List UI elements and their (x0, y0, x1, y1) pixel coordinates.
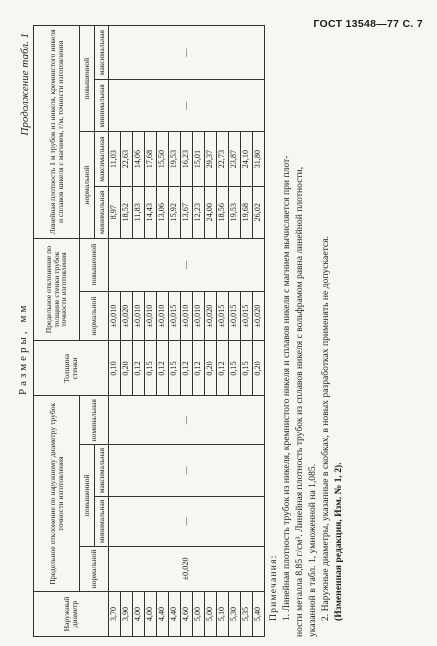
header-dia-inc-minimal: минимальная (95, 497, 109, 547)
cell-dia-dev-inc-max: — (109, 445, 265, 497)
cell-density-min: 15,92 (169, 186, 181, 238)
header-wall-thickness: Толщина стенки (34, 341, 109, 396)
cell-density-min: 18,56 (217, 186, 229, 238)
cell-diameter: 5,35 (241, 592, 253, 637)
cell-diameter: 5,00 (205, 592, 217, 637)
cell-diameter: 4,60 (181, 592, 193, 637)
header-density-inc-maximal: максимальная (95, 26, 109, 80)
note-1-line-3: указанной в табл. 1, умноженной на 1,085. (307, 463, 318, 637)
header-density-normal: нормальной (80, 132, 95, 238)
cell-density-max: 11,03 (109, 132, 121, 186)
cell-density-min: 11,83 (133, 186, 145, 238)
notes-title: Примечания: (268, 554, 279, 621)
cell-wall-dev-normal: ±0,020 (205, 291, 217, 341)
header-wall-increased: повышенной (80, 238, 109, 291)
note-1-line-1: 1. Линейная плотность трубок из никеля, кремнистого никеля и сплавов никеля с магнием вычисляется при плот- (281, 155, 292, 621)
cell-density-max: 31,80 (253, 132, 265, 186)
note-2: 2. Наружные диаметры, указанные в скобках, в новых разработках применять не допускается. (320, 236, 331, 621)
cell-density-max: 15,50 (157, 132, 169, 186)
cell-density-min: 8,97 (109, 186, 121, 238)
cell-wall: 0,15 (145, 341, 157, 396)
cell-diameter: 4,40 (157, 592, 169, 637)
cell-wall: 0,20 (253, 341, 265, 396)
cell-density-max: 17,68 (145, 132, 157, 186)
cell-density-min: 13,06 (157, 186, 169, 238)
cell-density-max: 22,63 (121, 132, 133, 186)
cell-wall: 0,10 (109, 341, 121, 396)
cell-density-max: 15,01 (193, 132, 205, 186)
cell-dia-dev-inc-min: — (109, 497, 265, 547)
header-wall-normal: нормальной (80, 291, 109, 341)
header-dia-inc-maximal: максимальная (95, 445, 109, 497)
cell-density-max: 19,53 (169, 132, 181, 186)
edition-note: (Измененная редакция, Изм. № 1, 2). (333, 462, 344, 621)
header-density-inc-minimal: минимальная (95, 80, 109, 132)
cell-diameter: 4,00 (133, 592, 145, 637)
cell-density-inc-min: — (109, 80, 265, 132)
cell-wall: 0,15 (229, 341, 241, 396)
notes-block (267, 25, 345, 637)
cell-density-min: 14,43 (145, 186, 157, 238)
cell-density-min: 24,00 (205, 186, 217, 238)
header-dia-nominal: номинальная (80, 396, 109, 445)
cell-density-min: 13,67 (181, 186, 193, 238)
cell-density-max: 16,23 (181, 132, 193, 186)
table-body (109, 26, 265, 637)
header-linear-density: Линейная плотность 1 м трубок из никеля, кремнистого никеля и сплавов никеля с магнием, г/м, точности изготовления (34, 26, 80, 239)
cell-wall: 0,20 (205, 341, 217, 396)
note-1-line-2: ности металла 8,85 г/см³. Линейная плотность трубок из сплавов никеля с вольфрамом равна линейной плотности, (294, 166, 305, 637)
cell-wall-dev-normal: ±0,010 (133, 291, 145, 341)
header-wall-deviation: Предельное отклонение по толщине стенки трубок точности изготовления (34, 238, 80, 341)
header-dia-normal: нормальной (80, 546, 109, 591)
cell-dia-dev-normal: ±0,020 (109, 546, 265, 591)
header-density-normal-minimal: минимальная (95, 186, 109, 238)
cell-wall-dev-normal: ±0,015 (241, 291, 253, 341)
cell-wall-dev-normal: ±0,015 (169, 291, 181, 341)
cell-wall-dev-normal: ±0,010 (193, 291, 205, 341)
cell-diameter: 4,40 (169, 592, 181, 637)
cell-wall: 0,20 (121, 341, 133, 396)
cell-density-max: 22,73 (217, 132, 229, 186)
cell-diameter: 5,00 (193, 592, 205, 637)
cell-wall-dev-normal: ±0,020 (121, 291, 133, 341)
table-row (109, 26, 121, 637)
cell-density-min: 12,23 (193, 186, 205, 238)
header-density-normal-maximal: максимальная (95, 132, 109, 186)
cell-density-max: 29,37 (205, 132, 217, 186)
page-header: ГОСТ 13548—77 С. 7 (313, 18, 423, 30)
cell-diameter: 4,00 (145, 592, 157, 637)
cell-density-max: 24,10 (241, 132, 253, 186)
cell-density-max: 23,87 (229, 132, 241, 186)
cell-wall-dev-normal: ±0,010 (157, 291, 169, 341)
cell-diameter: 3,90 (121, 592, 133, 637)
cell-density-max: 14,06 (133, 132, 145, 186)
header-diameter-deviation: Предельное отклонение по наружному диаметру трубок точности изготовления (34, 396, 80, 592)
header-outer-diameter: Наружный диаметр (34, 592, 109, 637)
dimensions-title: Размеры, мм (17, 302, 29, 395)
cell-wall: 0,12 (133, 341, 145, 396)
cell-wall: 0,12 (181, 341, 193, 396)
cell-diameter: 5,10 (217, 592, 229, 637)
cell-wall: 0,15 (241, 341, 253, 396)
header-dia-increased: повышенной (80, 445, 95, 547)
cell-wall-dev-normal: ±0,010 (145, 291, 157, 341)
cell-wall-dev-normal: ±0,015 (229, 291, 241, 341)
cell-wall: 0,15 (169, 341, 181, 396)
tubes-table (33, 25, 265, 637)
cell-wall-dev-normal: ±0,020 (253, 291, 265, 341)
cell-density-min: 26,02 (253, 186, 265, 238)
cell-wall-dev-normal: ±0,015 (217, 291, 229, 341)
cell-wall: 0,12 (193, 341, 205, 396)
cell-wall: 0,12 (217, 341, 229, 396)
header-density-increased: повышенной (80, 26, 95, 132)
cell-wall-dev-increased: — (109, 238, 265, 291)
cell-dia-dev-nominal: — (109, 396, 265, 445)
cell-wall-dev-normal: ±0,010 (109, 291, 121, 341)
cell-density-min: 18,52 (121, 186, 133, 238)
cell-density-min: 19,53 (229, 186, 241, 238)
cell-wall-dev-normal: ±0,010 (181, 291, 193, 341)
cell-diameter: 3,70 (109, 592, 121, 637)
continuation-label: Продолжение табл. 1 (19, 33, 31, 136)
cell-diameter: 5,40 (253, 592, 265, 637)
cell-diameter: 5,30 (229, 592, 241, 637)
rotated-page-content (17, 25, 427, 637)
cell-density-inc-max: — (109, 26, 265, 80)
cell-density-min: 19,68 (241, 186, 253, 238)
cell-wall: 0,12 (157, 341, 169, 396)
